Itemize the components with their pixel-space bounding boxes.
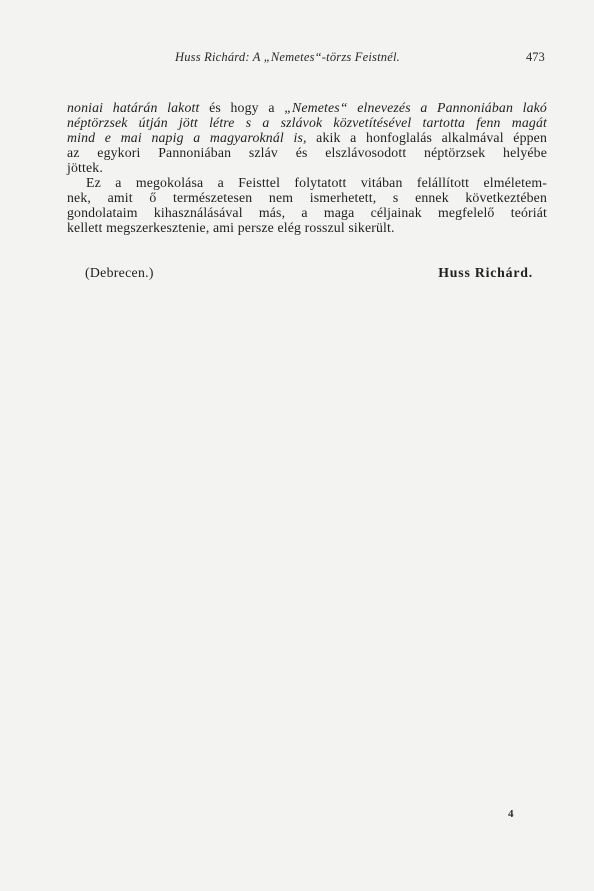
text-run: jöttek. — [67, 160, 103, 175]
text-line — [67, 100, 547, 115]
text-line — [67, 205, 547, 220]
text-run: „Nemetes“ elnevezés a Pannoniában lakó — [284, 100, 547, 115]
signoff-place: (Debrecen.) — [85, 265, 154, 280]
text-line — [67, 175, 547, 190]
text-run: gondolataim kihasználásával más, a maga céljainak megfelelő teóriát — [67, 205, 547, 220]
text-run: néptörzsek útján jött létre s a szlávok közvetítésével tartotta fenn magát — [67, 115, 547, 130]
text-line — [67, 145, 547, 160]
text-line — [67, 220, 547, 235]
text-line — [67, 160, 547, 175]
body-text — [67, 100, 547, 235]
text-run: nek, amit ő természetesen nem ismerhetett, s ennek következtében — [67, 190, 547, 205]
running-title: Huss Richárd: A „Nemetes“-törzs Feistnél. — [175, 50, 400, 64]
text-run: és hogy a — [199, 100, 285, 115]
text-run: az egykori Pannoniában szláv és elszlávosodott néptörzsek helyébe — [67, 145, 547, 160]
signature-mark: 4 — [508, 808, 514, 820]
page-number: 473 — [526, 50, 545, 64]
text-run: mind e mai napig a magyaroknál is, — [67, 130, 307, 145]
text-line — [67, 115, 547, 130]
text-run: kellett megszerkesztenie, ami persze elég rosszul sikerült. — [67, 220, 395, 235]
text-run: Ez a megokolása a Feisttel folytatott vitában felállított elméletem- — [86, 175, 547, 190]
signoff-author: Huss Richárd. — [438, 265, 533, 280]
text-line — [67, 130, 547, 145]
text-line — [67, 190, 547, 205]
text-run: noniai határán lakott — [67, 100, 200, 115]
text-run: akik a honfoglalás alkalmával éppen — [306, 130, 547, 145]
